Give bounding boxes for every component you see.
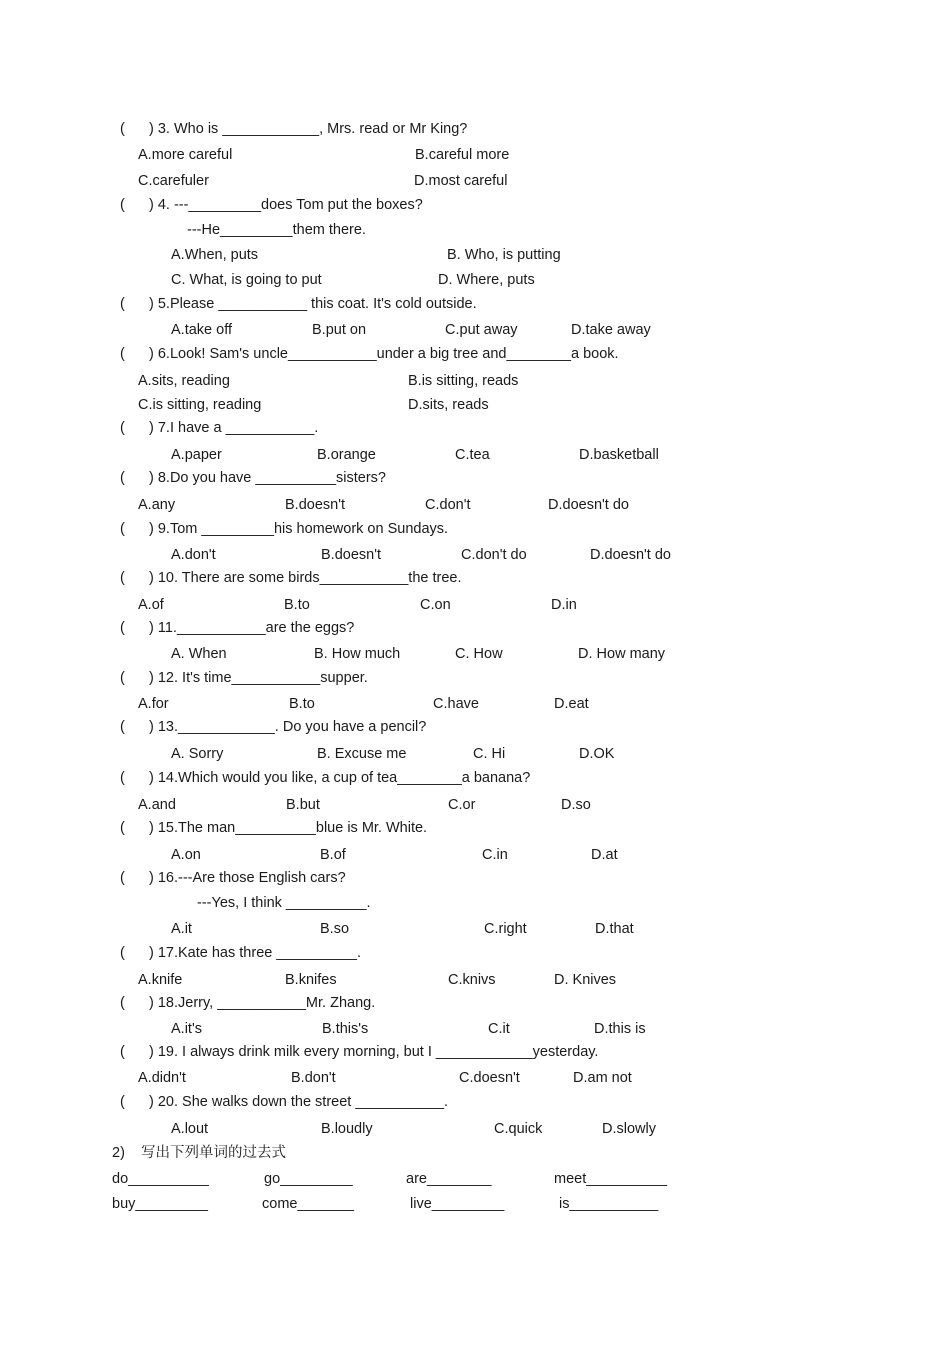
- option-c: C.don't: [425, 497, 471, 513]
- option-a: A.didn't: [138, 1070, 186, 1086]
- option-c: C.right: [484, 921, 527, 937]
- question-3-stem: ( ) 3. Who is ____________, Mrs. read or Mr King?: [120, 121, 468, 137]
- option-b: B.is sitting, reads: [408, 373, 519, 389]
- option-b: B.but: [286, 797, 320, 813]
- option-c: C. How: [455, 646, 503, 662]
- word-blank: live_________: [410, 1196, 505, 1212]
- question-11-stem: ( ) 11.___________are the eggs?: [120, 620, 355, 636]
- option-a: A.any: [138, 497, 176, 513]
- option-c: C.don't do: [461, 547, 527, 563]
- option-d: D.sits, reads: [408, 397, 489, 413]
- question-7-stem: ( ) 7.I have a ___________.: [120, 420, 319, 436]
- option-d: D.slowly: [602, 1121, 656, 1137]
- option-d: D. Where, puts: [438, 272, 535, 288]
- option-a: A.of: [138, 597, 164, 613]
- question-10-stem: ( ) 10. There are some birds___________the tree.: [120, 570, 462, 586]
- question-8-stem: ( ) 8.Do you have __________sisters?: [120, 470, 386, 486]
- option-a: A.on: [171, 847, 201, 863]
- word-blank: go_________: [264, 1171, 353, 1187]
- question-18-stem: ( ) 18.Jerry, ___________Mr. Zhang.: [120, 995, 376, 1011]
- question-15-stem: ( ) 15.The man__________blue is Mr. White.: [120, 820, 428, 836]
- option-a: A.it's: [171, 1021, 202, 1037]
- option-c: C.tea: [455, 447, 490, 463]
- option-b: B. Excuse me: [317, 746, 407, 762]
- option-d: D.most careful: [414, 173, 508, 189]
- option-c: C.quick: [494, 1121, 543, 1137]
- word-blank: buy_________: [112, 1196, 208, 1212]
- option-b: B.to: [284, 597, 310, 613]
- option-d: D. Knives: [554, 972, 617, 988]
- option-c: C.carefuler: [138, 173, 209, 189]
- question-12-stem: ( ) 12. It's time___________supper.: [120, 670, 368, 686]
- question-19-stem: ( ) 19. I always drink milk every morning, but I ____________yesterday.: [120, 1044, 599, 1060]
- word-blank: do__________: [112, 1171, 209, 1187]
- question-17-stem: ( ) 17.Kate has three __________.: [120, 945, 362, 961]
- option-c: C.on: [420, 597, 451, 613]
- option-b: B.doesn't: [285, 497, 346, 513]
- option-d: D.eat: [554, 696, 589, 712]
- option-d: D.that: [595, 921, 634, 937]
- option-c: C.is sitting, reading: [138, 397, 262, 413]
- option-c: C.in: [482, 847, 508, 863]
- option-b: B.orange: [317, 447, 376, 463]
- option-d: D.doesn't do: [548, 497, 629, 513]
- option-d: D.in: [551, 597, 577, 613]
- option-d: D.OK: [579, 746, 615, 762]
- option-a: A.sits, reading: [138, 373, 230, 389]
- option-b: B. Who, is putting: [447, 247, 561, 263]
- question-4-stem: ( ) 4. ---_________does Tom put the boxes?: [120, 197, 423, 213]
- question-13-stem: ( ) 13.____________. Do you have a pencil?: [120, 719, 427, 735]
- question-20-stem: ( ) 20. She walks down the street ___________.: [120, 1094, 449, 1110]
- option-b: B.this's: [322, 1021, 369, 1037]
- option-a: A.take off: [171, 322, 232, 338]
- option-d: D.basketball: [579, 447, 659, 463]
- option-d: D.at: [591, 847, 618, 863]
- option-a: A.more careful: [138, 147, 233, 163]
- question-14-stem: ( ) 14.Which would you like, a cup of tea________a banana?: [120, 770, 531, 786]
- question-16-reply: ---Yes, I think __________.: [197, 895, 371, 911]
- option-b: B.put on: [312, 322, 367, 338]
- option-b: B.to: [289, 696, 315, 712]
- option-a: A.When, puts: [171, 247, 259, 263]
- option-a: A.lout: [171, 1121, 209, 1137]
- option-b: B.doesn't: [321, 547, 382, 563]
- option-d: D.doesn't do: [590, 547, 671, 563]
- option-a: A.for: [138, 696, 169, 712]
- option-a: A.it: [171, 921, 192, 937]
- word-blank: come_______: [262, 1196, 354, 1212]
- option-c: C.knivs: [448, 972, 496, 988]
- word-blank: meet__________: [554, 1171, 667, 1187]
- option-c: C.doesn't: [459, 1070, 520, 1086]
- option-d: D.take away: [571, 322, 651, 338]
- option-c: C. What, is going to put: [171, 272, 322, 288]
- option-c: C.have: [433, 696, 479, 712]
- option-a: A. Sorry: [171, 746, 224, 762]
- option-a: A.don't: [171, 547, 216, 563]
- option-b: B.knifes: [285, 972, 337, 988]
- option-b: B.careful more: [415, 147, 510, 163]
- option-a: A.and: [138, 797, 176, 813]
- option-d: D.so: [561, 797, 591, 813]
- section-2-heading: 2) 写出下列单词的过去式: [112, 1145, 287, 1161]
- option-d: D.am not: [573, 1070, 632, 1086]
- option-c: C.it: [488, 1021, 510, 1037]
- option-d: D. How many: [578, 646, 666, 662]
- option-c: C.or: [448, 797, 476, 813]
- question-16-stem: ( ) 16.---Are those English cars?: [120, 870, 346, 886]
- question-4-reply: ---He_________them there.: [187, 222, 366, 238]
- word-blank: is___________: [559, 1196, 659, 1212]
- question-6-stem: ( ) 6.Look! Sam's uncle___________under a big tree and________a book.: [120, 346, 619, 362]
- option-a: A.knife: [138, 972, 183, 988]
- option-a: A. When: [171, 646, 227, 662]
- option-a: A.paper: [171, 447, 222, 463]
- option-c: C.put away: [445, 322, 518, 338]
- question-9-stem: ( ) 9.Tom _________his homework on Sundays.: [120, 521, 449, 537]
- option-c: C. Hi: [473, 746, 506, 762]
- option-b: B.so: [320, 921, 350, 937]
- word-blank: are________: [406, 1171, 492, 1187]
- option-b: B.loudly: [321, 1121, 373, 1137]
- option-d: D.this is: [594, 1021, 646, 1037]
- option-b: B. How much: [314, 646, 401, 662]
- option-b: B.don't: [291, 1070, 336, 1086]
- question-5-stem: ( ) 5.Please ___________ this coat. It's cold outside.: [120, 296, 477, 312]
- option-b: B.of: [320, 847, 346, 863]
